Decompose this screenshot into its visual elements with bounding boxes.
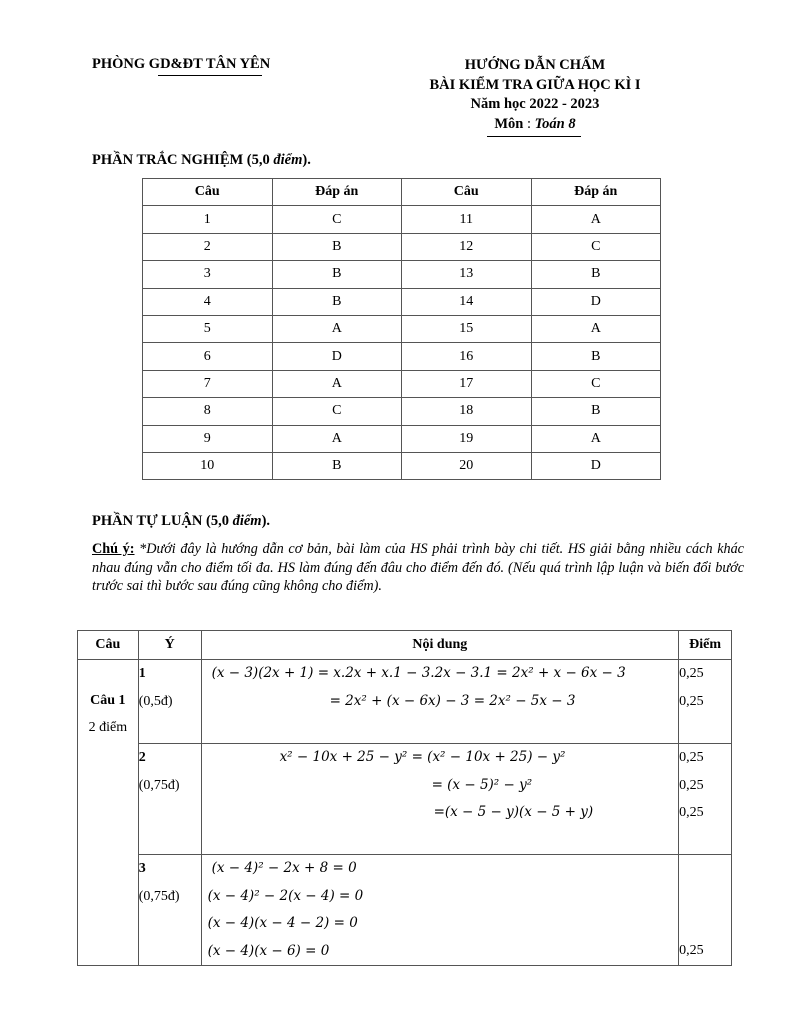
math-line: = (x − 5)² − y² <box>431 776 533 793</box>
answer-key-header-row <box>143 179 661 206</box>
question-cell <box>78 660 139 966</box>
subject-sep: : <box>523 115 535 132</box>
col-part: Ý <box>138 631 201 660</box>
table-row <box>143 398 661 425</box>
question-number-cell: 19 <box>402 425 532 452</box>
table-row <box>78 744 732 855</box>
question-number-cell: 2 <box>143 233 273 260</box>
question-number-cell: 8 <box>143 398 273 425</box>
math-line: x² − 10x + 25 − y² = (x² − 10x + 25) − y² <box>279 749 566 765</box>
content-cell <box>201 855 679 966</box>
part-weight: (0,5đ) <box>138 693 173 709</box>
math-line: = 2x² + (x − 6x) − 3 = 2x² − 5x − 3 <box>329 692 576 709</box>
table-row <box>143 315 661 342</box>
note-label: Chú ý: <box>92 541 135 557</box>
col-question: Câu <box>402 179 532 206</box>
subject-underline <box>487 136 581 137</box>
answer-cell: D <box>272 343 402 370</box>
question-number-cell: 6 <box>143 343 273 370</box>
school-department: PHÒNG GD&ĐT TÂN YÊN <box>92 56 271 72</box>
col-answer: Đáp án <box>531 179 661 206</box>
score-value: 0,25 <box>679 777 704 793</box>
document-title: HƯỚNG DẪN CHẤM <box>464 57 606 73</box>
question-number-cell: 18 <box>402 398 532 425</box>
score-value: 0,25 <box>679 666 704 681</box>
answer-cell: C <box>272 398 402 425</box>
question-number-cell: 10 <box>143 452 273 479</box>
answer-cell: D <box>531 452 661 479</box>
table-row <box>143 452 661 479</box>
answer-cell: A <box>272 425 402 452</box>
answer-cell: B <box>272 452 402 479</box>
math-line: =(x − 5 − y)(x − 5 + y) <box>433 804 594 820</box>
question-number-cell: 13 <box>402 261 532 288</box>
table-row <box>143 206 661 233</box>
question-number-cell: 16 <box>402 343 532 370</box>
part-cell <box>138 855 201 966</box>
subject-name: Toán 8 <box>534 115 576 132</box>
table-row <box>143 233 661 260</box>
content-cell <box>201 660 679 744</box>
table-row <box>78 855 732 966</box>
answer-cell: B <box>272 233 402 260</box>
question-number-cell: 3 <box>143 261 273 288</box>
table-row <box>143 425 661 452</box>
table-row <box>143 288 661 315</box>
note-text: *Dưới đây là hướng dẫn cơ bản, bài làm của HS phải trình bày chi tiết. HS giải bằng nhiều cách khác nhau đúng vẫn cho điểm tối đa. HS làm đúng đến đâu cho điểm đến đó. (Nếu quá trình lập luận và biến đổi bước trước sai thì bước sau đúng cũng không cho điểm). <box>92 541 744 594</box>
question-label: Câu 1 <box>90 693 126 708</box>
table-row <box>143 343 661 370</box>
question-number-cell: 15 <box>402 315 532 342</box>
col-question: Câu <box>143 179 273 206</box>
answer-cell: A <box>531 206 661 233</box>
exam-title: BÀI KIỂM TRA GIỮA HỌC KÌ I <box>429 76 641 93</box>
part-cell <box>138 744 201 855</box>
col-content: Nội dung <box>201 631 679 660</box>
question-number-cell: 4 <box>143 288 273 315</box>
essay-header-row <box>78 631 732 660</box>
answer-key-table <box>142 178 661 480</box>
part-index: 3 <box>138 861 146 876</box>
question-number-cell: 9 <box>143 425 273 452</box>
header-underline <box>158 75 262 76</box>
answer-cell: A <box>272 315 402 342</box>
score-value: 0,25 <box>679 750 704 765</box>
col-question: Câu <box>78 631 139 660</box>
col-score: Điểm <box>679 631 732 660</box>
answer-cell: B <box>531 261 661 288</box>
score-value: 0,25 <box>679 943 704 958</box>
part-index: 1 <box>138 666 146 681</box>
mc-section-title: PHẦN TRẮC NGHIỆM (5,0 điểm). <box>92 152 311 168</box>
answer-cell: C <box>531 370 661 397</box>
question-points: 2 điểm <box>88 720 128 735</box>
essay-section-title: PHẦN TỰ LUẬN (5,0 điểm). <box>92 513 271 529</box>
part-weight: (0,75đ) <box>138 777 180 793</box>
question-number-cell: 20 <box>402 452 532 479</box>
school-year: Năm học 2022 - 2023 <box>470 96 600 112</box>
question-number-cell: 1 <box>143 206 273 233</box>
answer-cell: C <box>272 206 402 233</box>
math-line: (x − 4)(x − 6) = 0 <box>207 942 330 959</box>
subject-line <box>395 115 675 135</box>
answer-cell: B <box>272 261 402 288</box>
answer-cell: C <box>531 233 661 260</box>
math-line: (x − 3)(2x + 1) = x.2x + x.1 − 3.2x − 3.1 = 2x² + x − 6x − 3 <box>211 665 626 681</box>
col-answer: Đáp án <box>272 179 402 206</box>
question-number-cell: 14 <box>402 288 532 315</box>
question-number-cell: 5 <box>143 315 273 342</box>
content-cell <box>201 744 679 855</box>
answer-cell: A <box>272 370 402 397</box>
question-number-cell: 7 <box>143 370 273 397</box>
answer-cell: A <box>531 425 661 452</box>
table-row <box>143 261 661 288</box>
score-value: 0,25 <box>679 693 704 709</box>
math-line: (x − 4)² − 2(x − 4) = 0 <box>207 887 364 904</box>
answer-cell: D <box>531 288 661 315</box>
question-number-cell: 17 <box>402 370 532 397</box>
table-row <box>78 660 732 744</box>
math-line: (x − 4)² − 2x + 8 = 0 <box>211 860 357 876</box>
math-line: (x − 4)(x − 4 − 2) = 0 <box>207 915 358 931</box>
score-cell <box>679 744 732 855</box>
answer-cell: B <box>531 398 661 425</box>
score-value: 0,25 <box>679 805 704 820</box>
part-cell <box>138 660 201 744</box>
subject-prefix: Môn <box>494 115 524 132</box>
score-cell <box>679 855 732 966</box>
part-index: 2 <box>138 750 146 765</box>
answer-cell: B <box>531 343 661 370</box>
table-row <box>143 370 661 397</box>
essay-grading-table <box>77 630 732 966</box>
question-number-cell: 12 <box>402 233 532 260</box>
part-weight: (0,75đ) <box>138 888 180 904</box>
grading-note <box>92 540 744 596</box>
answer-cell: A <box>531 315 661 342</box>
document-heading <box>395 56 675 134</box>
score-cell <box>679 660 732 744</box>
answer-cell: B <box>272 288 402 315</box>
question-number-cell: 11 <box>402 206 532 233</box>
